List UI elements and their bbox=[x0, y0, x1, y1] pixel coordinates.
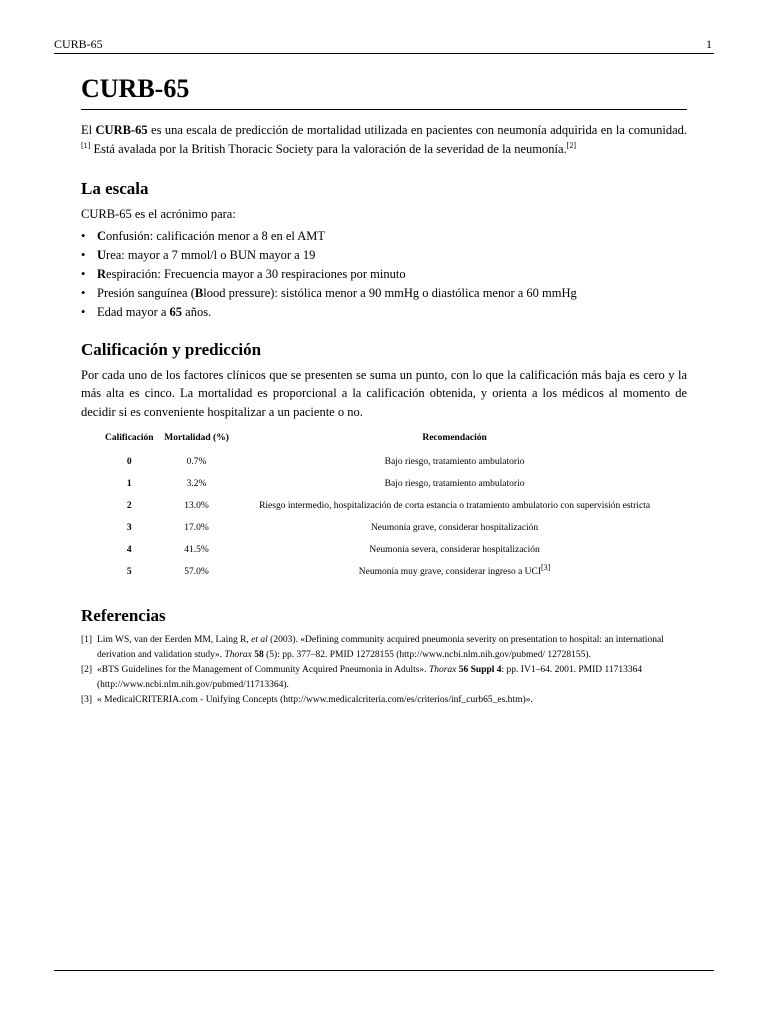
score-cell: 4 bbox=[126, 545, 132, 555]
mortality-cell: 41.5% bbox=[184, 545, 209, 555]
score-cell: 5 bbox=[126, 567, 132, 577]
score-paragraph: Por cada uno de los factores clínicos que se presenten se suma un punto, con lo que la calificación más baja es cero y la más alta es cinco. La mortalidad es proporcional a la calificación obtenida, y orienta a los médicos al momento de decidir si es conveniente hospitalizar a un paciente o no. bbox=[81, 367, 687, 419]
reference-number: [2] bbox=[81, 665, 93, 675]
column-header: Recomendación bbox=[422, 433, 487, 443]
score-cell: 3 bbox=[126, 523, 132, 533]
reference-link[interactable]: : pp. IV1–64. 2001. PMID 11713364 (http://www.ncbi.nlm.nih.gov/pubmed/11713364). bbox=[97, 665, 643, 690]
references-list bbox=[81, 633, 687, 708]
recommendation-cell: Neumonía severa, considerar hospitalización bbox=[369, 545, 540, 555]
intro-term: CURB-65 bbox=[95, 123, 148, 137]
mortality-cell: 57.0% bbox=[184, 567, 209, 577]
mortality-cell: 3.2% bbox=[186, 479, 207, 489]
footer-rule bbox=[54, 970, 714, 971]
article-content bbox=[81, 72, 687, 708]
acronym-list bbox=[81, 227, 687, 322]
intro-paragraph bbox=[81, 121, 687, 158]
recommendation-cell: Neumonía grave, considerar hospitalización bbox=[370, 523, 539, 533]
score-cell: 0 bbox=[126, 457, 132, 467]
intro-text-2: es una escala de predicción de mortalidad utilizada en pacientes con neumonía adquirida en la comunidad. bbox=[147, 123, 688, 137]
table-row bbox=[101, 517, 674, 539]
score-cell: 1 bbox=[126, 479, 132, 489]
list-item: • Respiración: Frecuencia mayor a 30 respiraciones por minuto bbox=[81, 265, 687, 284]
recommendation-cell: Bajo riesgo, tratamiento ambulatorio bbox=[384, 457, 525, 467]
mortality-cell: 17.0% bbox=[184, 523, 209, 533]
list-item: • Edad mayor a 65 años. bbox=[81, 303, 687, 322]
table-row bbox=[101, 561, 674, 583]
table-row bbox=[101, 473, 674, 495]
page-number: 1 bbox=[706, 37, 712, 51]
running-header-title: CURB-65 bbox=[54, 37, 103, 51]
citation-link-1[interactable]: [1] bbox=[81, 140, 91, 150]
column-header: Calificación bbox=[105, 433, 154, 443]
recommendation-cell: Neumonía muy grave, considerar ingreso a UCI[3] bbox=[358, 562, 551, 577]
section-heading-scale: La escala bbox=[81, 179, 149, 198]
reference-number: [3] bbox=[81, 695, 93, 705]
list-item: • Urea: mayor a 7 mmol/l o BUN mayor a 19 bbox=[81, 246, 687, 265]
table-header-row bbox=[101, 433, 674, 451]
table-row bbox=[101, 451, 674, 473]
intro-text-1: El bbox=[81, 123, 96, 137]
mortality-cell: 0.7% bbox=[186, 457, 207, 467]
section-heading-score: Calificación y predicción bbox=[81, 339, 262, 359]
reference-number: [1] bbox=[81, 635, 93, 645]
article-title: CURB-65 bbox=[81, 72, 687, 110]
reference-item bbox=[81, 693, 687, 708]
intro-text-3: Está avalada por la British Thoracic Society para la valoración de la severidad de la neumonía. bbox=[90, 141, 567, 156]
citation-link-2[interactable]: [2] bbox=[566, 140, 576, 150]
citation-link-3[interactable]: [3] bbox=[541, 562, 551, 572]
recommendation-cell: Bajo riesgo, tratamiento ambulatorio bbox=[384, 479, 525, 489]
mortality-cell: 13.0% bbox=[184, 501, 209, 511]
table-row bbox=[101, 539, 674, 561]
reference-link[interactable]: (5): pp. 377–82. PMID 12728155 (http://www.ncbi.nlm.nih.gov/pubmed/ 12728155). bbox=[263, 650, 591, 660]
reference-item: [2] «BTS Guidelines for the Management of Community Acquired Pneumonia in Adults». Thorax 56 Suppl 4: pp. IV1–64. 2001. PMID 11713364 (http://www.ncbi.nlm.nih.gov/pubmed/11713364). bbox=[81, 665, 643, 690]
section-heading-references: Referencias bbox=[81, 606, 166, 625]
list-item: • Confusión: calificación menor a 8 en el AMT bbox=[81, 227, 687, 246]
column-header: Mortalidad (%) bbox=[164, 433, 229, 443]
reference-item: [1] Lim WS, van der Eerden MM, Laing R, et al (2003). «Defining community acquired pneumonia severity on presentation to hospital: an international derivation and validation study». Thorax 58 (5): pp. 377–82. PMID 12728155 (http://www.ncbi.nlm.nih.gov/pubmed/ 12728155). bbox=[81, 635, 664, 660]
running-header bbox=[54, 36, 714, 54]
table-row bbox=[101, 495, 674, 517]
score-cell: 2 bbox=[126, 501, 132, 511]
reference-link[interactable]: « MedicalCRITERIA.com - Unifying Concepts (http://www.medicalcriteria.com/es/criterios/inf_curb65_es.htm)». bbox=[97, 695, 533, 705]
score-table bbox=[101, 433, 674, 583]
recommendation-cell: Riesgo intermedio, hospitalización de corta estancia o tratamiento ambulatorio con supervisión estricta bbox=[259, 501, 651, 511]
list-item: • Presión sanguínea (Blood pressure): sistólica menor a 90 mmHg o diastólica menor a 60 mmHg bbox=[81, 284, 687, 303]
scale-lead: CURB-65 es el acrónimo para: bbox=[81, 207, 236, 221]
